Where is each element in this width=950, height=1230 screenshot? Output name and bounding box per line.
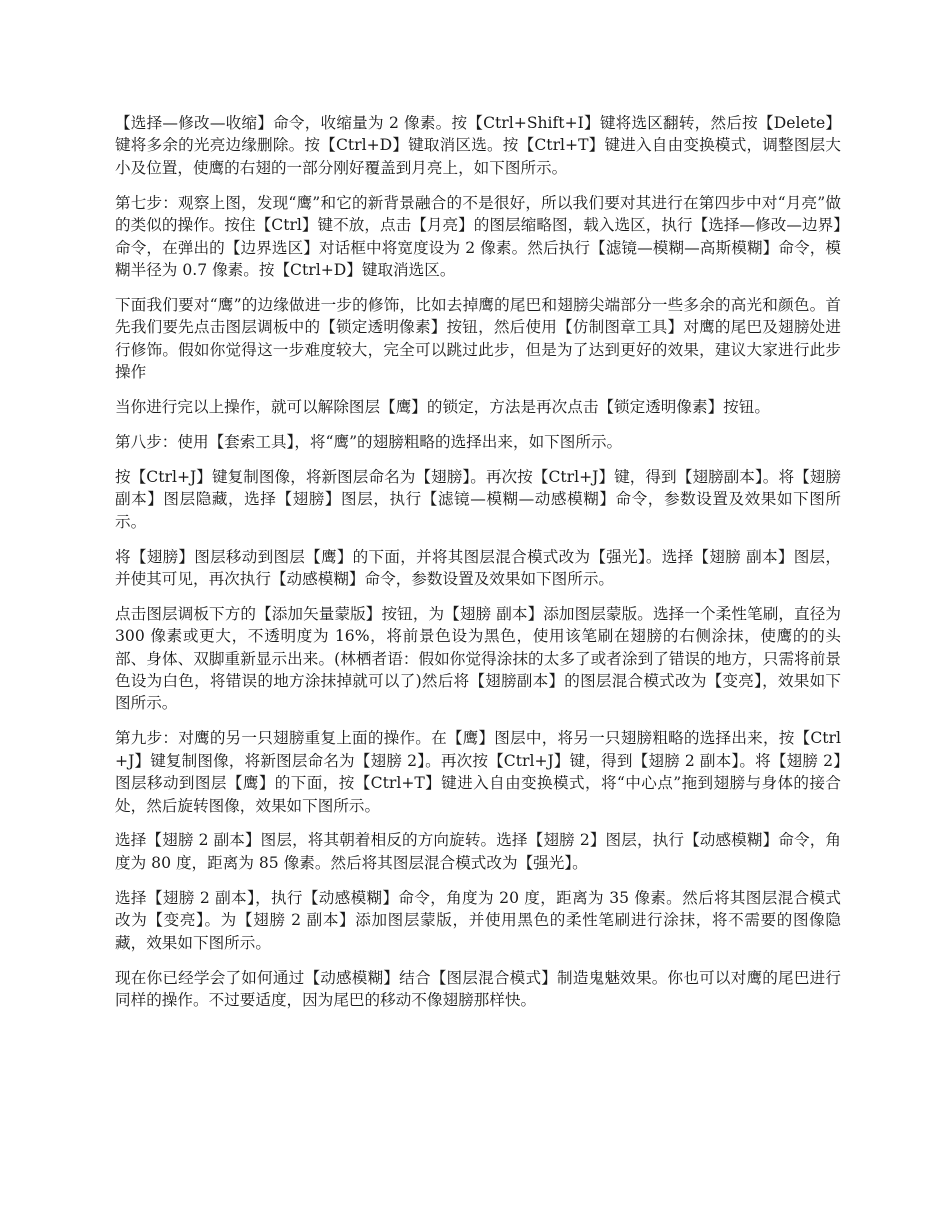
- paragraph-5: 第八步：使用【套索工具】，将“鹰”的翅膀粗略的选择出来，如下图所示。: [115, 432, 623, 451]
- paragraph-7: 将【翅膀】图层移动到图层【鹰】的下面，并将其图层混合模式改为【强光】。选择【翅膀 副本】图层，并使其可见，再次执行【动感模糊】命令，参数设置及效果如下图所示。: [115, 547, 841, 588]
- paragraph-8: 点击图层调板下方的【添加矢量蒙版】按钮，为【翅膀 副本】添加图层蒙版。选择一个柔性笔刷，直径为 300 像素或更大，不透明度为 16%，将前景色设为黑色，使用该笔刷在翅膀的右侧涂抹，使鹰的的头部、身体、双脚重新显示出来。(林栖者语：假如你觉得涂抹的太多了或者涂到了错误的地方，只需将前景色设为白色，将错误的地方涂抹掉就可以了)然后将【翅膀副本】的图层混合模式改为【变亮】，效果如下图所示。: [115, 604, 841, 713]
- paragraph-1: 【选择—修改—收缩】命令，收缩量为 2 像素。按【Ctrl+Shift+I】键将选区翻转，然后按【Delete】键将多余的光亮边缘删除。按【Ctrl+D】键取消区选。按【Ctrl+T】键进入自由变换模式，调整图层大小及位置，使鹰的右翅的一部分刚好覆盖到月亮上，如下图所示。: [115, 114, 841, 177]
- paragraph-10: 选择【翅膀 2 副本】图层，将其朝着相反的方向旋转。选择【翅膀 2】图层，执行【动感模糊】命令，角度为 80 度，距离为 85 像素。然后将其图层混合模式改为【强光】。: [115, 831, 841, 872]
- paragraph-4: 当你进行完以上操作，就可以解除图层【鹰】的锁定，方法是再次点击【锁定透明像素】按钮。: [115, 397, 770, 416]
- paragraph-11: 选择【翅膀 2 副本】，执行【动感模糊】命令，角度为 20 度，距离为 35 像素。然后将其图层混合模式改为【变亮】。为【翅膀 2 副本】添加图层蒙版，并使用黑色的柔性笔刷进行涂抹，将不需要的图像隐藏，效果如下图所示。: [115, 888, 841, 952]
- paragraph-9: 第九步：对鹰的另一只翅膀重复上面的操作。在【鹰】图层中，将另一只翅膀粗略的选择出来，按【Ctrl+J】键复制图像，将新图层命名为【翅膀 2】。再次按【Ctrl+J】键，得到【翅膀 2 副本】。将【翅膀 2】图层移动到图层【鹰】的下面，按【Ctrl+T】键进入自由变换模式，将“中心点”拖到翅膀与身体的接合处，然后旋转图像，效果如下图所示。: [115, 729, 841, 815]
- paragraph-2: 第七步：观察上图，发现“鹰”和它的新背景融合的不是很好，所以我们要对其进行在第四步中对“月亮”做的类似的操作。按住【Ctrl】键不放，点击【月亮】的图层缩略图，载入选区，执行【选择—修改—边界】命令，在弹出的【边界选区】对话框中将宽度设为 2 像素。然后执行【滤镜—模糊—高斯模糊】命令，模糊半径为 0.7 像素。按【Ctrl+D】键取消选区。: [115, 193, 841, 279]
- paragraph-12: 现在你已经学会了如何通过【动感模糊】结合【图层混合模式】制造鬼魅效果。你也可以对鹰的尾巴进行同样的操作。不过要适度，因为尾巴的移动不像翅膀那样快。: [115, 968, 841, 1009]
- paragraph-3: 下面我们要对“鹰”的边缘做进一步的修饰，比如去掉鹰的尾巴和翅膀尖端部分一些多余的高光和颜色。首先我们要先点击图层调板中的【锁定透明像素】按钮，然后使用【仿制图章工具】对鹰的尾巴及翅膀处进行修饰。假如你觉得这一步难度较大，完全可以跳过此步，但是为了达到更好的效果，建议大家进行此步操作: [115, 295, 841, 382]
- document-body: [115, 112, 841, 1024]
- paragraph-6: 按【Ctrl+J】键复制图像，将新图层命名为【翅膀】。再次按【Ctrl+J】键，得到【翅膀副本】。将【翅膀 副本】图层隐藏，选择【翅膀】图层，执行【滤镜—模糊—动感模糊】命令，参数设置及效果如下图所示。: [115, 467, 841, 531]
